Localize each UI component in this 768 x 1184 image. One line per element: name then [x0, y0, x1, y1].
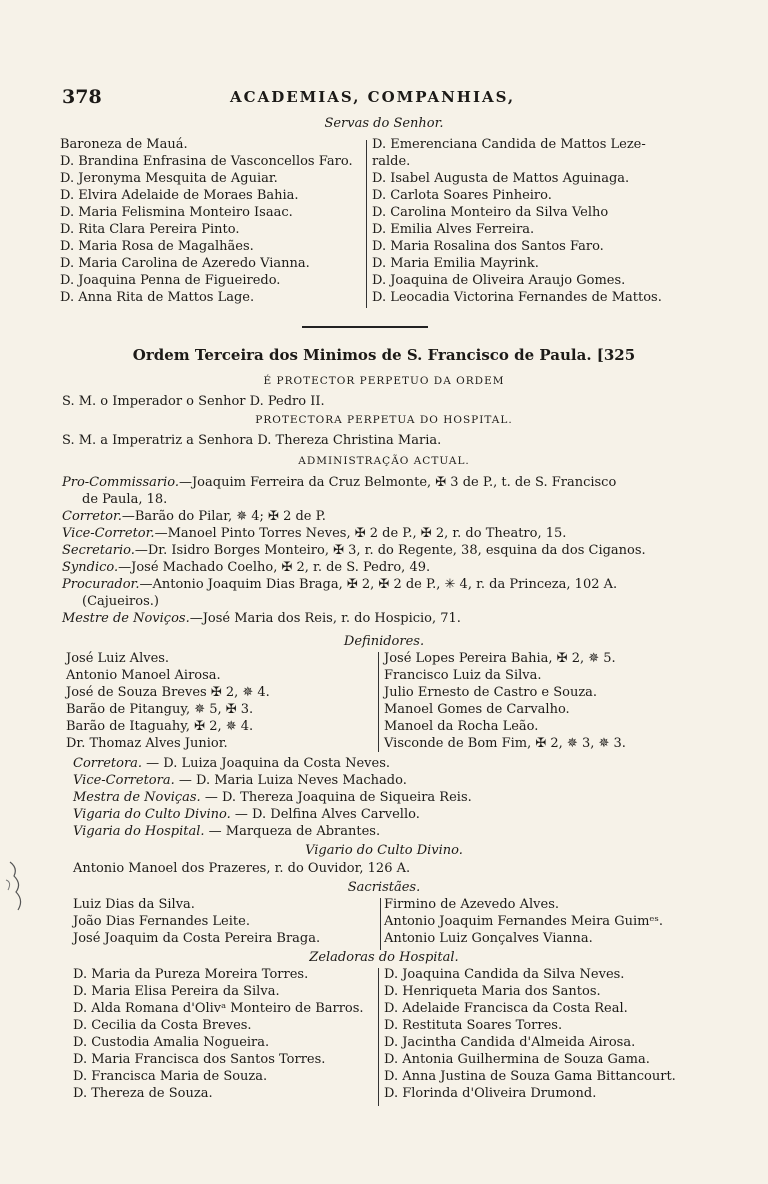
list-item: Manoel Gomes de Carvalho.: [384, 702, 570, 717]
office-holder: —José Maria dos Reis, r. do Hospicio, 71.: [189, 611, 461, 626]
office-line: [62, 593, 646, 610]
list-item: D. Jeronyma Mesquita de Aguiar.: [60, 171, 278, 186]
office-holder: — Marqueza de Abrantes.: [204, 824, 381, 839]
office-role: Corretora.: [73, 756, 143, 771]
office-role: Mestra de Noviças.: [73, 790, 201, 805]
office-line: [73, 806, 472, 823]
vigario-text: Antonio Manoel dos Prazeres, r. do Ouvidor, 126 A.: [73, 861, 411, 876]
office-role: Procurador.: [62, 577, 140, 592]
office-holder: — D. Delfina Alves Carvello.: [230, 807, 420, 822]
office-role: Mestre de Noviços.: [62, 611, 190, 626]
list-item: D. Carolina Monteiro da Silva Velho: [372, 205, 609, 220]
list-item: D. Anna Justina de Souza Gama Bittancourt.: [384, 1069, 676, 1084]
list-item: D. Anna Rita de Mattos Lage.: [60, 290, 255, 305]
admin-heading: ADMINISTRAÇÃO ACTUAL.: [298, 455, 470, 467]
list-item: ralde.: [372, 154, 411, 169]
list-item: Antonio Luiz Gonçalves Vianna.: [384, 931, 593, 946]
list-item: Antonio Joaquim Fernandes Meira Guimᵉˢ.: [384, 914, 663, 929]
servas-right-list: [372, 136, 662, 306]
servas-left-list: [60, 136, 353, 306]
admin-list: [62, 474, 646, 627]
list-item: D. Florinda d'Oliveira Drumond.: [384, 1086, 597, 1101]
list-item: D. Custodia Amalia Nogueira.: [73, 1035, 270, 1050]
definidores-right-list: [384, 650, 626, 752]
column-divider: [378, 652, 379, 752]
definidores-left-list: [66, 650, 270, 752]
list-item: Barão de Itaguahy, ✠ 2, ✵ 4.: [66, 719, 254, 734]
protector-text: S. M. o Imperador o Senhor D. Pedro II.: [62, 394, 325, 409]
running-title: ACADEMIAS, COMPANHIAS,: [230, 88, 516, 106]
list-item: João Dias Fernandes Leite.: [73, 914, 250, 929]
list-item: Baroneza de Mauá.: [60, 137, 188, 152]
list-item: D. Emerenciana Candida de Mattos Leze-: [372, 137, 646, 152]
office-line: [73, 772, 472, 789]
list-item: D. Emilia Alves Ferreira.: [372, 222, 535, 237]
list-item: D. Leocadia Victorina Fernandes de Mattos.: [372, 290, 662, 305]
office-line: [62, 491, 646, 508]
list-item: D. Maria da Pureza Moreira Torres.: [73, 967, 309, 982]
margin-mark-icon: [4, 860, 32, 912]
office-holder: — D. Maria Luiza Neves Machado.: [174, 773, 407, 788]
list-item: D. Adelaide Francisca da Costa Real.: [384, 1001, 628, 1016]
office-holder: —Antonio Joaquim Dias Braga, ✠ 2, ✠ 2 de P., ✳ 4, r. da Princeza, 102 A.: [139, 577, 618, 592]
office-holder: —José Machado Coelho, ✠ 2, r. de S. Pedro, 49.: [118, 560, 431, 575]
sacristaes-heading: Sacristães.: [347, 880, 421, 895]
list-item: D. Restituta Soares Torres.: [384, 1018, 563, 1033]
office-line: [62, 542, 646, 559]
list-item: D. Francisca Maria de Souza.: [73, 1069, 268, 1084]
office-role: Corretor.: [62, 509, 122, 524]
protector-heading: É PROTECTOR PERPETUO DA ORDEM: [263, 375, 505, 387]
offices-list: [73, 755, 472, 840]
list-item: Francisco Luiz da Silva.: [384, 668, 542, 683]
sacristaes-left-list: [73, 896, 320, 947]
list-item: D. Elvira Adelaide de Moraes Bahia.: [60, 188, 299, 203]
sacristaes-right-list: [384, 896, 663, 947]
office-holder: —Manoel Pinto Torres Neves, ✠ 2 de P., ✠ 2, r. do Theatro, 15.: [154, 526, 567, 541]
office-line: [62, 559, 646, 576]
list-item: D. Maria Elisa Pereira da Silva.: [73, 984, 280, 999]
list-item: D. Maria Rosa de Magalhães.: [60, 239, 254, 254]
office-holder: —Dr. Isidro Borges Monteiro, ✠ 3, r. do Regente, 38, esquina da dos Ciganos.: [134, 543, 646, 558]
list-item: D. Jacintha Candida d'Almeida Airosa.: [384, 1035, 636, 1050]
page-number: 378: [62, 86, 102, 108]
list-item: D. Cecilia da Costa Breves.: [73, 1018, 252, 1033]
office-line: [62, 474, 646, 491]
list-item: D. Brandina Enfrasina de Vasconcellos Faro.: [60, 154, 353, 169]
office-holder: (Cajueiros.): [82, 594, 159, 609]
list-item: D. Maria Carolina de Azeredo Vianna.: [60, 256, 310, 271]
list-item: Dr. Thomaz Alves Junior.: [66, 736, 228, 751]
office-role: Vigaria do Culto Divino.: [73, 807, 231, 822]
list-item: Julio Ernesto de Castro e Souza.: [384, 685, 598, 700]
list-item: José de Souza Breves ✠ 2, ✵ 4.: [66, 685, 270, 700]
office-line: [62, 576, 646, 593]
list-item: D. Joaquina de Oliveira Araujo Gomes.: [372, 273, 626, 288]
zeladoras-heading: Zeladoras do Hospital.: [309, 950, 459, 965]
office-holder: —Barão do Pilar, ✵ 4; ✠ 2 de P.: [121, 509, 326, 524]
list-item: D. Carlota Soares Pinheiro.: [372, 188, 552, 203]
zeladoras-right-list: [384, 966, 676, 1102]
vigario-heading: Vigario do Culto Divino.: [305, 843, 463, 858]
column-divider: [378, 968, 379, 1106]
protectora-heading: PROTECTORA PERPETUA DO HOSPITAL.: [255, 414, 513, 426]
office-holder: — D. Luiza Joaquina da Costa Neves.: [142, 756, 390, 771]
section-rule: [302, 326, 428, 328]
list-item: D. Thereza de Souza.: [73, 1086, 213, 1101]
list-item: D. Maria Felismina Monteiro Isaac.: [60, 205, 293, 220]
office-line: [73, 789, 472, 806]
list-item: D. Maria Francisca dos Santos Torres.: [73, 1052, 326, 1067]
list-item: Antonio Manoel Airosa.: [66, 668, 221, 683]
office-holder: — D. Thereza Joaquina de Siqueira Reis.: [200, 790, 472, 805]
office-role: Secretario.: [62, 543, 135, 558]
office-role: Syndico.: [62, 560, 119, 575]
list-item: Barão de Pitanguy, ✵ 5, ✠ 3.: [66, 702, 254, 717]
list-item: José Luiz Alves.: [66, 651, 170, 666]
list-item: D. Alda Romana d'Olivᵃ Monteiro de Barros.: [73, 1001, 364, 1016]
page-header: [62, 86, 682, 108]
list-item: Firmino de Azevedo Alves.: [384, 897, 559, 912]
office-line: [73, 823, 472, 840]
office-line: [62, 508, 646, 525]
servas-heading: Servas do Senhor.: [324, 116, 444, 131]
list-item: Manoel da Rocha Leão.: [384, 719, 539, 734]
column-divider: [380, 898, 381, 950]
office-holder: —Joaquim Ferreira da Cruz Belmonte, ✠ 3 de P., t. de S. Francisco: [178, 475, 617, 490]
list-item: Visconde de Bom Fim, ✠ 2, ✵ 3, ✵ 3.: [384, 736, 626, 751]
list-item: D. Joaquina Candida da Silva Neves.: [384, 967, 625, 982]
office-role: Vigaria do Hospital.: [73, 824, 205, 839]
office-holder: de Paula, 18.: [82, 492, 168, 507]
list-item: José Lopes Pereira Bahia, ✠ 2, ✵ 5.: [384, 651, 616, 666]
office-line: [62, 610, 646, 627]
section-title: Ordem Terceira dos Minimos de S. Francisco de Paula. [325: [132, 346, 636, 364]
zeladoras-left-list: [73, 966, 364, 1102]
protectora-text: S. M. a Imperatriz a Senhora D. Thereza Christina Maria.: [62, 433, 442, 448]
list-item: D. Antonia Guilhermina de Souza Gama.: [384, 1052, 650, 1067]
definidores-heading: Definidores.: [343, 634, 425, 649]
list-item: D. Maria Rosalina dos Santos Faro.: [372, 239, 604, 254]
office-role: Vice-Corretor.: [62, 526, 155, 541]
list-item: D. Rita Clara Pereira Pinto.: [60, 222, 240, 237]
list-item: José Joaquim da Costa Pereira Braga.: [73, 931, 321, 946]
office-line: [73, 755, 472, 772]
list-item: D. Maria Emilia Mayrink.: [372, 256, 539, 271]
list-item: D. Henriqueta Maria dos Santos.: [384, 984, 601, 999]
office-role: Vice-Corretora.: [73, 773, 175, 788]
list-item: D. Isabel Augusta de Mattos Aguinaga.: [372, 171, 630, 186]
list-item: D. Joaquina Penna de Figueiredo.: [60, 273, 281, 288]
office-line: [62, 525, 646, 542]
office-role: Pro-Commissario.: [62, 475, 179, 490]
list-item: Luiz Dias da Silva.: [73, 897, 195, 912]
column-divider: [366, 140, 367, 308]
